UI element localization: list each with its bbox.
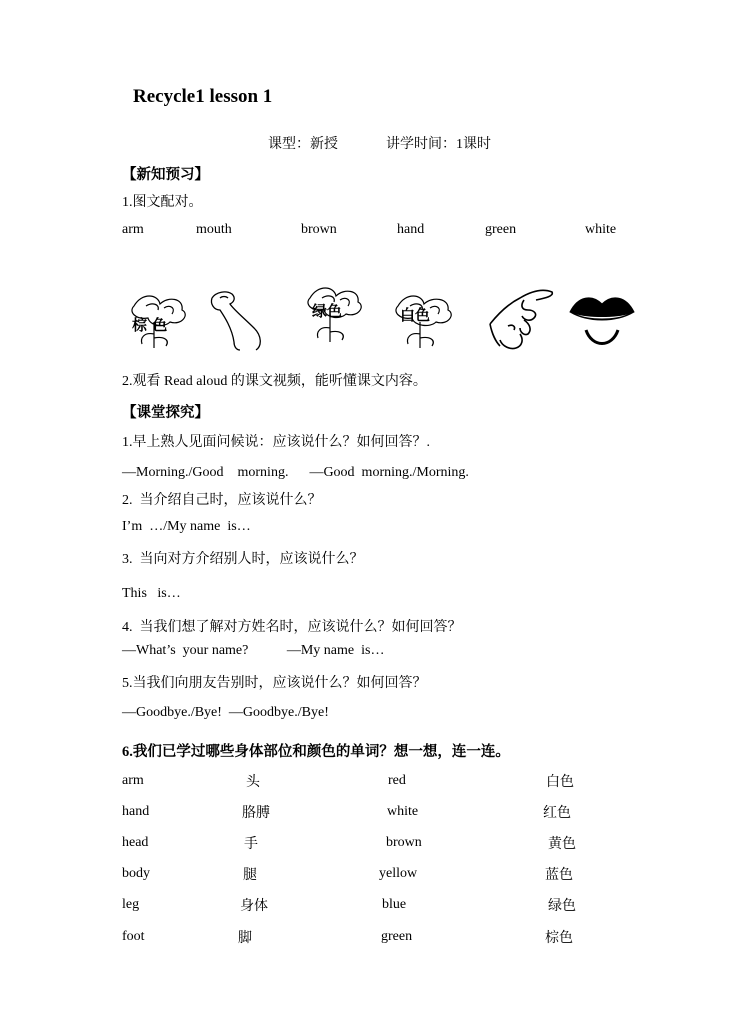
match-english-color: red	[388, 773, 406, 788]
match-word-3: brown	[301, 222, 337, 237]
hand-icon	[484, 284, 556, 354]
question-1-1: 1.图文配对。	[122, 195, 203, 210]
match-english-color: yellow	[379, 866, 418, 881]
flower-caption-3: 绿色	[312, 302, 343, 320]
match-english-color: green	[381, 929, 413, 944]
lesson-time: 讲学时间：1课时	[386, 137, 491, 152]
match-word-5: green	[485, 222, 517, 237]
answer-2-5: —Goodbye./Bye! —Goodbye./Bye!	[122, 705, 329, 720]
match-word-4: hand	[397, 222, 425, 237]
match-word-6: white	[585, 222, 617, 237]
question-2-6: 6.我们已学过哪些身体部位和颜色的单词？想一想，连一连。	[122, 744, 510, 760]
flower-icon	[388, 288, 462, 352]
match-chinese-color: 棕色	[545, 931, 573, 946]
match-chinese-color: 绿色	[548, 899, 576, 914]
match-english-body: head	[122, 835, 149, 850]
match-chinese-color: 红色	[543, 806, 571, 821]
flower-icon	[300, 280, 370, 346]
flower-icon	[124, 288, 194, 352]
match-chinese-body: 身体	[240, 899, 268, 914]
match-chinese-color: 蓝色	[545, 868, 573, 883]
match-chinese-color: 黄色	[548, 837, 576, 852]
question-1-2: 2.观看 Read aloud 的课文视频，能听懂课文内容。	[122, 374, 427, 389]
section-header-preview: 【新知预习】	[122, 167, 209, 183]
match-english-body: body	[122, 866, 150, 881]
match-chinese-body: 手	[244, 837, 258, 852]
match-chinese-body: 脚	[238, 931, 252, 946]
match-chinese-color: 白色	[546, 775, 574, 790]
match-english-body: arm	[122, 773, 144, 788]
answer-2-2: I’m …/My name is…	[122, 519, 251, 534]
answer-2-4: —What’s your name? —My name is…	[122, 643, 385, 658]
match-english-body: foot	[122, 929, 145, 944]
flower-caption-1: 棕 色	[132, 316, 168, 334]
question-2-5: 5.当我们向朋友告别时，应该说什么？如何回答？	[122, 676, 427, 691]
mouth-icon	[568, 290, 636, 354]
answer-2-3: This is…	[122, 586, 181, 601]
arm-icon	[204, 288, 268, 352]
match-chinese-body: 腿	[243, 868, 257, 883]
match-english-color: white	[387, 804, 419, 819]
match-chinese-body: 头	[246, 775, 260, 790]
match-chinese-body: 胳膊	[242, 806, 270, 821]
question-2-2: 2. 当介绍自己时，应该说什么？	[122, 493, 322, 508]
page-title: Recycle1 lesson 1	[133, 86, 273, 107]
match-english-color: blue	[382, 897, 407, 912]
match-word-1: arm	[122, 222, 144, 237]
match-english-body: leg	[122, 897, 140, 912]
question-2-1: 1.早上熟人见面问候说：应该说什么？如何回答？.	[122, 435, 430, 450]
question-2-3: 3. 当向对方介绍别人时，应该说什么？	[122, 552, 364, 567]
flower-caption-4: 白色	[400, 306, 431, 324]
match-word-2: mouth	[196, 222, 232, 237]
section-header-explore: 【课堂探究】	[122, 405, 209, 421]
lesson-type: 课型：新授	[268, 137, 338, 152]
match-english-color: brown	[386, 835, 422, 850]
question-2-4: 4. 当我们想了解对方姓名时，应该说什么？如何回答？	[122, 620, 462, 635]
answer-2-1: —Morning./Good morning. —Good morning./Morning.	[122, 465, 469, 480]
match-english-body: hand	[122, 804, 150, 819]
